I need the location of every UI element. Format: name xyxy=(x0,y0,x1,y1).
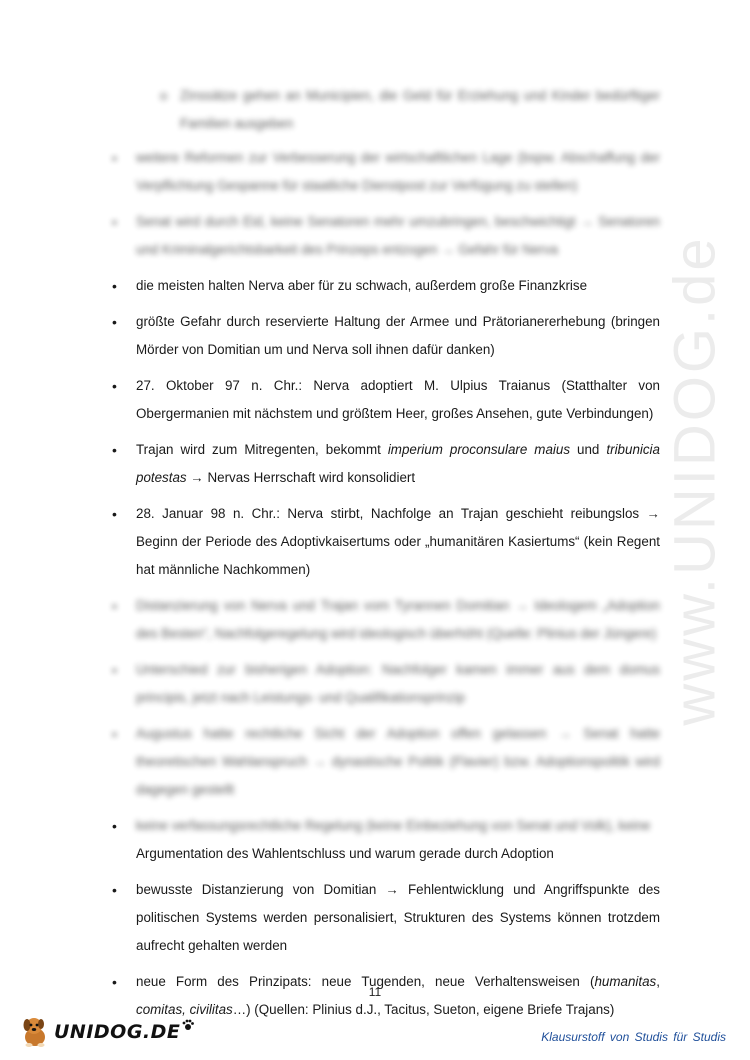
bullet-marker: • xyxy=(112,506,117,522)
bullet-marker: • xyxy=(112,150,117,166)
list-item xyxy=(112,592,660,648)
list-item-text: die meisten halten Nerva aber für zu schwach, außerdem große Finanzkrise xyxy=(136,278,588,293)
list-item xyxy=(112,144,660,200)
bullet-marker: o xyxy=(160,88,168,103)
list-item-text: Senat wird durch Eid, keine Senatoren mehr umzubringen, beschwichtigt → Senatoren und Kriminalgerichtsbarkeit des Prinzeps entzogen → Gefahr für Nerva xyxy=(136,214,660,257)
bullet-marker: • xyxy=(112,314,117,330)
text-segment: und xyxy=(570,442,607,457)
italic-term: imperium proconsulare maius xyxy=(387,442,571,457)
list-item xyxy=(112,500,660,584)
watermark-text: www.UNIDOG.de xyxy=(662,234,728,726)
list-item xyxy=(112,372,660,428)
italic-term: tribunicia potestas xyxy=(136,442,660,485)
bullet-marker: • xyxy=(112,818,117,834)
paw-icon xyxy=(182,1019,194,1031)
list-item-text: weitere Reformen zur Verbesserung der wirtschaftlichen Lage (bspw. Abschaffung der Verpflichtung Gespanne für staatliche Dienstpost zur Verfügung zu stellen) xyxy=(136,150,660,193)
list-item xyxy=(112,208,660,264)
bullet-marker: • xyxy=(112,214,117,230)
list-item-text: Distanzierung von Nerva und Trajan vom Tyrannen Domitian → Ideologem „Adoption des Besten“, Nachfolgeregelung wird ideologisch überhöht (Quelle: Plinius der Jüngere) xyxy=(136,598,660,641)
text-segment: → Nervas Herrschaft wird konsolidiert xyxy=(186,470,416,485)
list-item xyxy=(112,812,660,868)
bullet-marker: • xyxy=(112,974,117,990)
list-item xyxy=(112,308,660,364)
list-item-text: 27. Oktober 97 n. Chr.: Nerva adoptiert M. Ulpius Traianus (Statthalter von Obergermanien mit nächstem und größtem Heer, großes Ansehen, gute Verbindungen) xyxy=(136,378,660,421)
text-segment: neue Form des Prinzipats: neue Tugenden, neue Verhaltensweisen ( xyxy=(136,974,595,989)
list-item-text: größte Gefahr durch reservierte Haltung der Armee und Prätorianererhebung (bringen Mörder von Domitian um und Nerva soll ihnen dafür danken) xyxy=(136,314,660,357)
list-item xyxy=(112,82,660,138)
bullet-marker: • xyxy=(112,278,117,294)
list-item-text: Augustus hatte rechtliche Sicht der Adoption offen gelassen → Senat hatte theoretischen Wahlanspruch → dynastische Politik (Flavier) bzw. Adoptionspolitik wird dagegen gestellt xyxy=(136,726,660,797)
italic-term: humanitas xyxy=(594,974,657,989)
list-item-text xyxy=(136,436,660,492)
list-item-text: Zinssätze gehen an Municipien, die Geld für Erziehung und Kinder bedürftiger Familien ausgeben xyxy=(180,88,660,131)
list-item xyxy=(112,720,660,804)
dog-icon xyxy=(20,1015,50,1049)
list-item xyxy=(112,272,660,300)
text-segment: …) (Quellen: Plinius d.J., Tacitus, Sueton, eigene Briefe Trajans) xyxy=(232,1002,615,1017)
text-segment: Trajan wird zum Mitregenten, bekommt xyxy=(136,442,388,457)
list-item-text: bewusste Distanzierung von Domitian → Fehlentwicklung und Angriffspunkte des politischen Systems werden personalisiert, Strukturen des Systems können trotzdem aufrecht gehalten werden xyxy=(136,882,660,953)
list-item-text: Unterschied zur bisherigen Adoption: Nachfolger kamen immer aus dem domus principis, jetzt nach Leistungs- und Qualifikationsprinzip xyxy=(136,662,660,705)
watermark xyxy=(650,200,740,760)
list-item xyxy=(112,656,660,712)
list-item-text: 28. Januar 98 n. Chr.: Nerva stirbt, Nachfolge an Trajan geschieht reibungslos → Beginn der Periode des Adoptivkaisertums oder „humanitären Kasiertums“ (kein Regent hat männliche Nachkommen) xyxy=(136,506,660,577)
unidog-logo xyxy=(20,1014,194,1050)
bullet-marker: • xyxy=(112,882,117,898)
bullet-list xyxy=(112,82,660,1030)
italic-term: comitas, civilitas xyxy=(136,1002,233,1017)
bullet-marker: • xyxy=(112,598,117,614)
footer-tagline: Klausurstoff von Studis für Studis xyxy=(541,1030,726,1044)
list-item-text-continuation: Argumentation des Wahlentschluss und warum gerade durch Adoption xyxy=(136,846,554,861)
list-item xyxy=(112,876,660,960)
list-item xyxy=(112,436,660,492)
logo-text: UNIDOG.DE xyxy=(54,1021,181,1043)
text-segment: , xyxy=(656,974,660,989)
bullet-marker: • xyxy=(112,726,117,742)
blurred-line: keine verfassungsrechtliche Regelung (keine Einbeziehung von Senat und Volk), keine xyxy=(136,818,651,833)
bullet-marker: • xyxy=(112,442,117,458)
bullet-marker: • xyxy=(112,378,117,394)
page-number: 11 xyxy=(368,985,382,999)
bullet-marker: • xyxy=(112,662,117,678)
list-item-text xyxy=(136,812,660,868)
